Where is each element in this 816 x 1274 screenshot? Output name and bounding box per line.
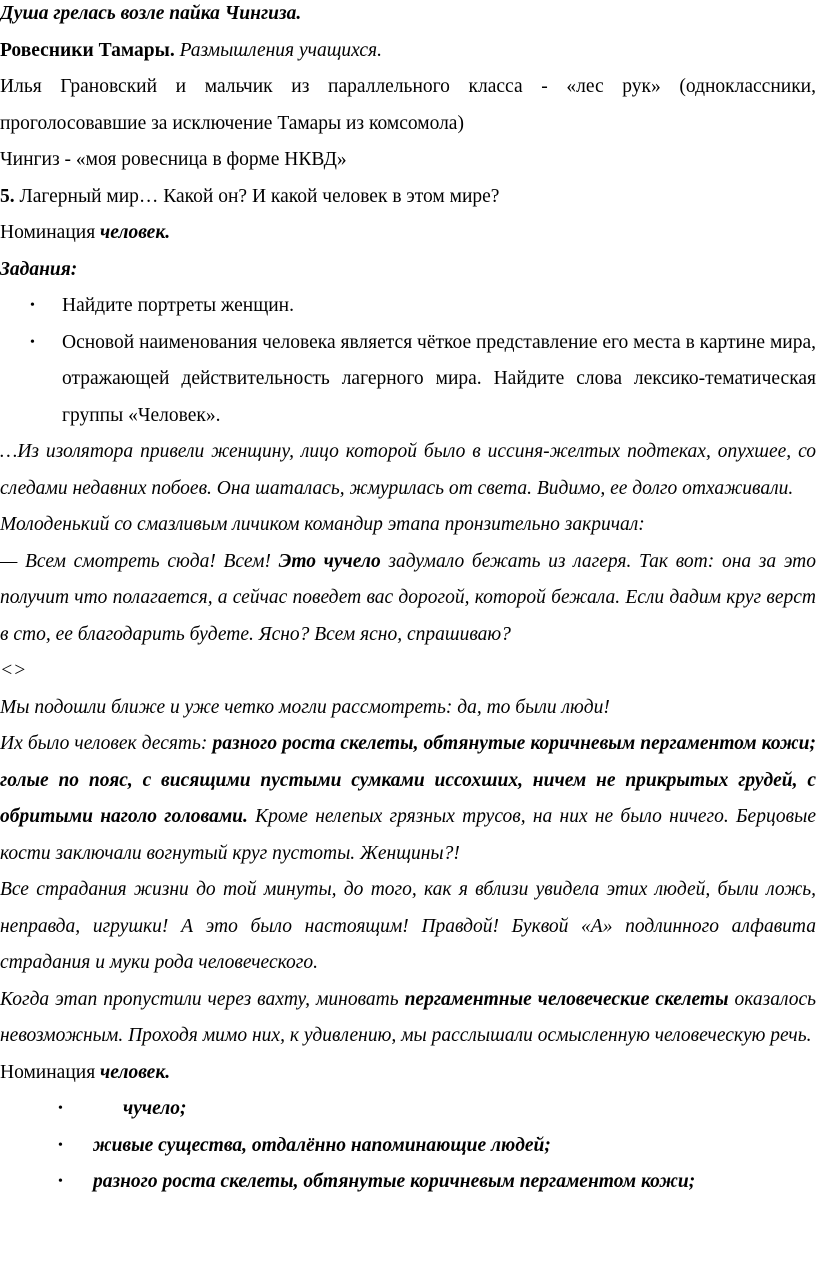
list-item bbox=[0, 1091, 816, 1128]
task-text: Основой наименования человека является чёткое представление его места в картине мира, отражающей действительность лагерного мира. Найдите слова лексико-тематическая группы «Человек». bbox=[62, 331, 816, 426]
peers-title: Ровесники Тамары. bbox=[0, 39, 175, 61]
nomination-item-text: чучело; bbox=[123, 1098, 187, 1119]
task-text: Найдите портреты женщин. bbox=[62, 295, 294, 316]
nomination-term: человек. bbox=[100, 1061, 171, 1083]
nomination-label: Номинация bbox=[0, 1061, 101, 1083]
nomination-list bbox=[0, 1091, 816, 1201]
section-5-line bbox=[0, 179, 816, 216]
quote-emphasis: разного роста скелеты, обтянутые коричневым пергаментом кожи; голые по пояс, с висящими пустыми сумками иссохших, ничем не прикрытых грудей, с обритыми наголо головами. bbox=[0, 733, 816, 827]
peers-subtitle: Размышления учащихся. bbox=[179, 39, 382, 61]
separator-mark: <> bbox=[0, 660, 27, 681]
quote-paragraph bbox=[0, 544, 816, 654]
bullet-icon: • bbox=[30, 298, 35, 313]
bullet-icon: • bbox=[30, 334, 35, 350]
quote-paragraph bbox=[0, 726, 816, 872]
quote-text: Их было человек десять: bbox=[0, 733, 213, 754]
quote-emphasis: пергаментные человеческие скелеты bbox=[404, 988, 729, 1010]
nomination-term: человек. bbox=[100, 222, 171, 243]
header-line: Душа грелась возле пайка Чингиза. bbox=[0, 3, 302, 24]
quote-text: Кроме нелепых грязных трусов, на них не было ничего. Берцовые кости заключали вогнутый круг пустоты. Женщины?! bbox=[0, 806, 816, 864]
list-item bbox=[0, 325, 816, 435]
section-number: 5. bbox=[0, 185, 15, 207]
list-item bbox=[0, 1128, 816, 1165]
section-text: Лагерный мир… Какой он? И какой человек в этом мире? bbox=[14, 185, 500, 207]
quote-paragraph: Молоденький со смазливым личиком командир этапа пронзительно закричал: bbox=[0, 514, 645, 535]
nomination-label: Номинация bbox=[0, 222, 101, 243]
bullet-icon: • bbox=[58, 1101, 63, 1116]
peers-line bbox=[0, 33, 816, 70]
bullet-icon: • bbox=[58, 1174, 63, 1189]
chingiz-line: Чингиз - «моя ровесница в форме НКВД» bbox=[0, 149, 347, 170]
nomination-item-text: живые существа, отдалённо напоминающие людей; bbox=[93, 1134, 551, 1156]
tasks-heading: Задания: bbox=[0, 258, 78, 280]
ilya-paragraph: Илья Грановский и мальчик из параллельного класса - «лес рук» (одноклассники, проголосовавшие за исключение Тамары из комсомола) bbox=[0, 76, 816, 134]
quote-text: оказалось невозможным. Проходя мимо них, к удивлению, мы расслышали осмысленную человеческую речь. bbox=[0, 988, 816, 1046]
quote-paragraph: Мы подошли ближе и уже четко могли рассмотреть: да, то были люди! bbox=[0, 696, 610, 718]
quote-paragraph: …Из изолятора привели женщину, лицо которой было в иссиня-желтых подтеках, опухшее, со следами недавних побоев. Она шаталась, жмурилась от света. Видимо, ее долго отхаживали. bbox=[0, 441, 816, 499]
quote-text: — Всем смотреть сюда! Всем! bbox=[0, 550, 279, 572]
quote-text: задумало бежать из лагеря. Так вот: она за это получит что полагается, а сейчас поведет вас дорогой, которой бежала. Если дадим круг верст в сто, ее благодарить будете. Ясно? Всем ясно, спрашиваю? bbox=[0, 550, 816, 645]
nomination-line bbox=[0, 215, 816, 252]
nomination-line bbox=[0, 1055, 816, 1092]
list-item bbox=[0, 288, 816, 325]
tasks-list bbox=[0, 288, 816, 434]
nomination-item-text: разного роста скелеты, обтянутые коричневым пергаментом кожи; bbox=[93, 1171, 696, 1192]
quote-paragraph bbox=[0, 982, 816, 1055]
list-item bbox=[0, 1164, 816, 1201]
quote-text: Когда этап пропустили через вахту, миновать bbox=[0, 988, 405, 1010]
quote-emphasis: Это чучело bbox=[278, 550, 381, 572]
quote-paragraph: Все страдания жизни до той минуты, до того, как я вблизи увидела этих людей, были ложь, неправда, игрушки! А это было настоящим! Правдой! Буквой «А» подлинного алфавита страдания и муки рода человеческого. bbox=[0, 879, 816, 973]
bullet-icon: • bbox=[58, 1137, 63, 1153]
